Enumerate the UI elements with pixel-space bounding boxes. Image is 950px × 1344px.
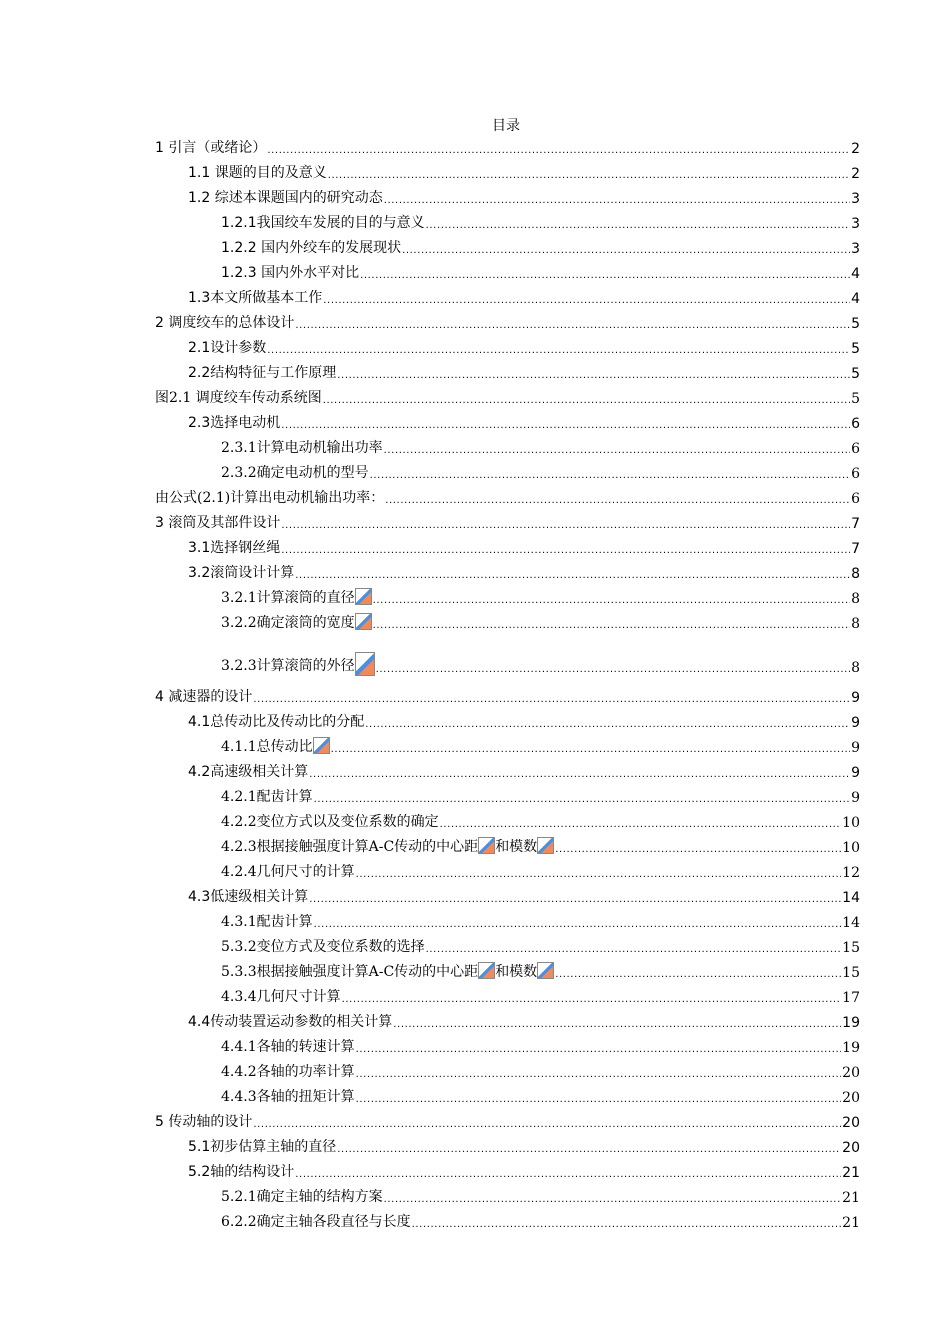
toc-page-number: 8 (851, 566, 860, 582)
toc-entry-text: 2.3选择电动机 (188, 415, 281, 431)
toc-entry-label (221, 1086, 355, 1106)
toc-leader-dots (267, 141, 850, 157)
toc-entry[interactable] (155, 312, 860, 332)
toc-entry[interactable] (221, 612, 860, 632)
toc-entry-label (221, 237, 401, 257)
toc-entry[interactable] (188, 886, 860, 906)
toc-page-number: 10 (842, 840, 860, 856)
toc-entry-text: 1.1 课题的目的及意义 (188, 165, 327, 181)
toc-entry-label (188, 1011, 392, 1031)
toc-entry[interactable] (221, 587, 860, 607)
toc-leader-dots (356, 1040, 842, 1056)
toc-leader-dots (376, 660, 850, 676)
broken-image-icon (478, 962, 495, 979)
toc-entry-label (188, 1136, 336, 1156)
toc-entry-label (221, 786, 313, 806)
toc-entry-text: 2.3.1计算电动机输出功率 (221, 440, 383, 456)
toc-page-number: 6 (851, 491, 860, 507)
toc-leader-dots (440, 815, 842, 831)
toc-entry[interactable] (188, 537, 860, 557)
toc-leader-dots (281, 516, 850, 532)
toc-entry-label (188, 537, 280, 557)
toc-entry[interactable] (188, 162, 860, 182)
toc-entry-label (221, 262, 359, 282)
toc-page-number: 19 (842, 1015, 860, 1031)
toc-leader-dots (281, 541, 850, 557)
toc-leader-dots (331, 740, 850, 756)
toc-entry[interactable] (221, 1061, 860, 1081)
toc-entry-text: 4.2.2变位方式以及变位系数的确定 (221, 814, 439, 830)
toc-entry-text: 5.3.3根据接触强度计算A-C传动的中心距 (221, 964, 479, 980)
toc-entry-label (188, 886, 308, 906)
toc-entry[interactable] (188, 711, 860, 731)
toc-entry-text: 2.2结构特征与工作原理 (188, 365, 337, 381)
toc-entry[interactable] (188, 562, 860, 582)
toc-entry-label (155, 512, 280, 532)
toc-entry[interactable] (221, 462, 860, 482)
toc-page-number: 3 (851, 241, 860, 257)
toc-leader-dots (267, 341, 850, 357)
toc-leader-dots (295, 316, 850, 332)
toc-entry[interactable] (221, 1036, 860, 1056)
toc-leader-dots (393, 1015, 841, 1031)
toc-entry[interactable] (221, 961, 860, 981)
toc-leader-dots (555, 840, 841, 856)
toc-entry[interactable] (221, 736, 860, 756)
toc-leader-dots (373, 616, 850, 632)
toc-page-number: 8 (851, 591, 860, 607)
toc-entry-label (188, 562, 294, 582)
toc-entry-text: 由公式(2.1)计算出电动机输出功率： (155, 490, 385, 506)
toc-leader-dots (323, 391, 850, 407)
toc-entry-label (221, 462, 369, 482)
toc-entry-text: 2.3.2确定电动机的型号 (221, 465, 369, 481)
toc-leader-dots (402, 241, 850, 257)
toc-leader-dots (295, 566, 850, 582)
toc-page-number: 9 (851, 715, 860, 731)
toc-entry[interactable] (188, 1161, 860, 1181)
toc-leader-dots (384, 1190, 842, 1206)
toc-entry-text: 图2.1 调度绞车传动系统图 (155, 390, 322, 406)
toc-entry-text: 3.2.3计算滚筒的外径 (221, 658, 355, 674)
broken-image-icon (537, 962, 554, 979)
toc-entry-label (188, 162, 327, 182)
toc-entry-label (188, 1161, 294, 1181)
toc-page-number: 15 (842, 965, 860, 981)
toc-entry[interactable] (221, 936, 860, 956)
toc-entry-label (155, 312, 294, 332)
toc-entry-label (221, 437, 383, 457)
toc-entry-text: 4.4.2各轴的功率计算 (221, 1064, 355, 1080)
toc-entry-text: 4.2.3根据接触强度计算A-C传动的中心距 (221, 839, 479, 855)
toc-entry[interactable] (221, 262, 860, 282)
toc-entry-label (155, 487, 384, 507)
toc-entry-text: 4.4.1各轴的转速计算 (221, 1039, 355, 1055)
toc-leader-dots (385, 491, 850, 507)
toc-entry-label (188, 761, 308, 781)
toc-entry[interactable] (221, 786, 860, 806)
toc-page-number: 3 (851, 216, 860, 232)
toc-page-number: 2 (851, 141, 860, 157)
broken-image-icon (478, 837, 495, 854)
toc-entry[interactable] (188, 1136, 860, 1156)
toc-entry[interactable] (188, 1011, 860, 1031)
toc-entry-text: 5.1初步估算主轴的直径 (188, 1139, 337, 1155)
toc-entry-label (221, 1186, 383, 1206)
toc-entry-text: 4.3.1配齿计算 (221, 914, 313, 930)
toc-page-number: 9 (851, 765, 860, 781)
toc-leader-dots (323, 291, 850, 307)
toc-leader-dots (281, 416, 850, 432)
toc-entry[interactable] (221, 237, 860, 257)
toc-entry-text: 1.2.1我国绞车发展的目的与意义 (221, 215, 425, 231)
toc-page-number: 20 (842, 1115, 860, 1131)
toc-entry[interactable] (221, 212, 860, 232)
toc-entry-text: 1.2.2 国内外绞车的发展现状 (221, 240, 402, 256)
toc-entry[interactable] (221, 861, 860, 881)
toc-entry[interactable] (155, 512, 860, 532)
toc-leader-dots (426, 216, 850, 232)
toc-entry[interactable] (188, 412, 860, 432)
toc-entry[interactable] (221, 1186, 860, 1206)
toc-page-number: 8 (851, 660, 860, 676)
toc-page-number: 15 (842, 940, 860, 956)
toc-entry-label (155, 387, 322, 407)
toc-entry-label (221, 961, 554, 981)
toc-leader-dots (337, 366, 850, 382)
toc-entry[interactable] (221, 836, 860, 856)
toc-entry-label (188, 337, 266, 357)
toc-entry-label (221, 1211, 411, 1231)
toc-page-number: 19 (842, 1040, 860, 1056)
toc-leader-dots (384, 191, 850, 207)
toc-page-number: 4 (851, 266, 860, 282)
toc-entry[interactable] (188, 761, 860, 781)
toc-entry[interactable] (155, 137, 860, 157)
toc-entry-label (221, 587, 372, 607)
toc-leader-dots (328, 166, 850, 182)
toc-leader-dots (253, 690, 850, 706)
toc-page-number: 5 (851, 366, 860, 382)
toc-page-number: 10 (842, 815, 860, 831)
toc-entry-label (155, 686, 252, 706)
toc-entry-label (221, 811, 439, 831)
toc-entry-text: 4.2.1配齿计算 (221, 789, 313, 805)
toc-entry-text: 3.2滚筒设计计算 (188, 565, 295, 581)
toc-page-number: 8 (851, 616, 860, 632)
toc-entry[interactable] (188, 362, 860, 382)
toc-entry-label (188, 711, 364, 731)
toc-leader-dots (426, 940, 842, 956)
toc-leader-dots (412, 1215, 842, 1231)
toc-entry[interactable] (155, 1111, 860, 1131)
toc-page-number: 6 (851, 416, 860, 432)
toc-entry-text: 4 减速器的设计 (155, 689, 253, 705)
toc-page-number: 7 (851, 541, 860, 557)
toc-entry-text: 4.4.3各轴的扭矩计算 (221, 1089, 355, 1105)
toc-leader-dots (356, 865, 842, 881)
toc-page-number: 4 (851, 291, 860, 307)
toc-leader-dots (356, 1065, 842, 1081)
toc-page-number: 5 (851, 316, 860, 332)
toc-leader-dots (314, 915, 842, 931)
toc-entry-label (221, 861, 355, 881)
broken-image-icon (355, 588, 372, 605)
toc-leader-dots (370, 466, 850, 482)
toc-entry-text: 5 传动轴的设计 (155, 1114, 253, 1130)
toc-page-number: 6 (851, 466, 860, 482)
toc-entry-label (188, 412, 280, 432)
toc-entry-text: 5.2.1确定主轴的结构方案 (221, 1189, 383, 1205)
toc-page-number: 17 (842, 990, 860, 1006)
toc-page-number: 2 (851, 166, 860, 182)
broken-image-icon (355, 613, 372, 630)
toc-page-number: 21 (842, 1190, 860, 1206)
toc-entry[interactable] (221, 1086, 860, 1106)
toc-leader-dots (555, 965, 841, 981)
toc-entry-text: 1.2.3 国内外水平对比 (221, 265, 360, 281)
toc-entry-text: 3.2.1计算滚筒的直径 (221, 590, 355, 606)
toc-entry[interactable] (221, 911, 860, 931)
toc-entry[interactable] (155, 487, 860, 507)
toc-entry-text: 2.1设计参数 (188, 340, 267, 356)
toc-entry[interactable] (221, 648, 860, 676)
toc-entry-text: 4.4传动装置运动参数的相关计算 (188, 1014, 393, 1030)
toc-leader-dots (365, 715, 850, 731)
toc-entry[interactable] (155, 387, 860, 407)
toc-entry-text: 4.2.4几何尺寸的计算 (221, 864, 355, 880)
toc-entry-label (221, 1061, 355, 1081)
toc-entry-text-2: 和模数 (495, 964, 538, 980)
broken-image-icon (313, 737, 330, 754)
toc-entry-text: 5.3.2变位方式及变位系数的选择 (221, 939, 425, 955)
toc-page-number: 9 (851, 690, 860, 706)
toc-entry-text: 4.3低速级相关计算 (188, 889, 309, 905)
toc-entry-label (188, 362, 336, 382)
toc-entry-text: 3.2.2确定滚筒的宽度 (221, 615, 355, 631)
toc-entry-label (221, 652, 375, 676)
toc-page-number: 14 (842, 890, 860, 906)
toc-page-number: 7 (851, 516, 860, 532)
toc-entry[interactable] (221, 811, 860, 831)
toc-leader-dots (295, 1165, 841, 1181)
toc-page-number: 6 (851, 441, 860, 457)
broken-image-icon (355, 652, 375, 676)
toc-entry-text: 6.2.2确定主轴各段直径与长度 (221, 1214, 411, 1230)
toc-entry[interactable] (188, 187, 860, 207)
toc-entry-text: 4.2高速级相关计算 (188, 764, 309, 780)
toc-entry-text: 1.2 综述本课题国内的研究动态 (188, 190, 383, 206)
toc-entry-label (221, 936, 425, 956)
toc-entry-text: 1 引言（或绪论） (155, 140, 267, 156)
toc-entry-label (221, 212, 425, 232)
toc-entry[interactable] (221, 437, 860, 457)
toc-entry-label (221, 1036, 355, 1056)
toc-entry-label (155, 1111, 252, 1131)
toc-page-number: 21 (842, 1215, 860, 1231)
toc-entry[interactable] (188, 337, 860, 357)
toc-leader-dots (309, 765, 850, 781)
toc-entry-text: 5.2轴的结构设计 (188, 1164, 295, 1180)
toc-leader-dots (373, 591, 850, 607)
toc-entry-label (221, 986, 341, 1006)
toc-entry-text: 4.3.4几何尺寸计算 (221, 989, 341, 1005)
toc-entry-text: 4.1总传动比及传动比的分配 (188, 714, 365, 730)
toc-page-number: 9 (851, 740, 860, 756)
toc-page-number: 12 (842, 865, 860, 881)
toc-page-number: 20 (842, 1090, 860, 1106)
toc-leader-dots (360, 266, 850, 282)
toc-page-number: 5 (851, 391, 860, 407)
toc-entry-text: 4.1.1总传动比 (221, 739, 313, 755)
toc-leader-dots (337, 1140, 841, 1156)
toc-entry-label (221, 836, 554, 856)
toc-entry-label (221, 911, 313, 931)
toc-entry-label (188, 187, 383, 207)
toc-page-number: 3 (851, 191, 860, 207)
toc-page-number: 9 (851, 790, 860, 806)
toc-entry-label (155, 137, 266, 157)
broken-image-icon (537, 837, 554, 854)
toc-entry-label (221, 736, 330, 756)
toc-page-number: 20 (842, 1140, 860, 1156)
toc-leader-dots (356, 1090, 842, 1106)
toc-page-number: 20 (842, 1065, 860, 1081)
toc-entry-label (188, 287, 322, 307)
toc-entry[interactable] (155, 686, 860, 706)
toc-page-number: 5 (851, 341, 860, 357)
toc-entry-text: 3 滚筒及其部件设计 (155, 515, 281, 531)
toc-leader-dots (309, 890, 841, 906)
toc-page-number: 14 (842, 915, 860, 931)
toc-entry[interactable] (188, 287, 860, 307)
toc-page-number: 21 (842, 1165, 860, 1181)
toc-entry[interactable] (221, 986, 860, 1006)
toc-entry-text: 3.1选择钢丝绳 (188, 540, 281, 556)
toc-entry-text: 2 调度绞车的总体设计 (155, 315, 295, 331)
toc-entry-label (221, 612, 372, 632)
toc-leader-dots (314, 790, 850, 806)
toc-entry-text-2: 和模数 (495, 839, 538, 855)
toc-entry-text: 1.3本文所做基本工作 (188, 290, 323, 306)
toc-leader-dots (253, 1115, 841, 1131)
toc-leader-dots (384, 441, 850, 457)
toc-title: 目录 (492, 118, 520, 134)
toc-leader-dots (342, 990, 842, 1006)
toc-entry[interactable] (221, 1211, 860, 1231)
